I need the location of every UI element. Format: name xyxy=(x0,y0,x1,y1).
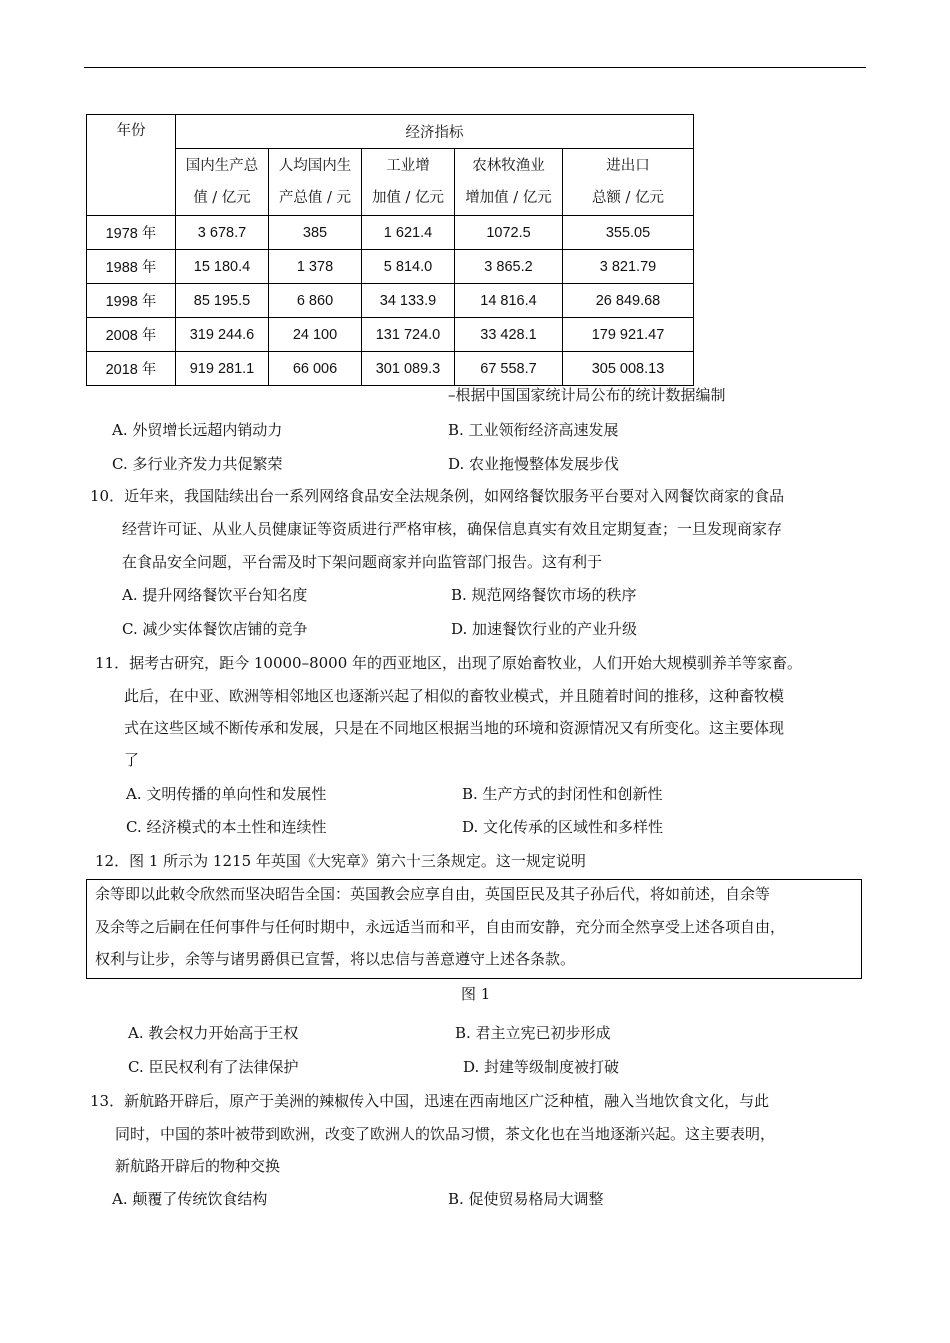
table-cell: 3 678.7 xyxy=(176,216,269,250)
table-cell: 24 100 xyxy=(269,318,362,352)
row-year: 1998 年 xyxy=(87,284,176,318)
q10-stem-line-1: 10．近年来，我国陆续出台一系列网络食品安全法规条例，如网络餐饮服务平台要对入网餐饮商家的食品 xyxy=(90,487,785,505)
table-cell: 15 180.4 xyxy=(176,250,269,284)
q13-option-b[interactable]: B. 促使贸易格局大调整 xyxy=(448,1190,604,1208)
q9-option-c[interactable]: C. 多行业齐发力共促繁荣 xyxy=(112,455,283,473)
q11-option-a[interactable]: A. 文明传播的单向性和发展性 xyxy=(126,785,327,803)
q10-option-c[interactable]: C. 减少实体餐饮店铺的竞争 xyxy=(122,620,308,638)
q12-option-d[interactable]: D. 封建等级制度被打破 xyxy=(463,1058,620,1076)
column-header-gdp-per-capita: 人均国内生 产总值 / 元 xyxy=(269,149,362,216)
table-cell: 85 195.5 xyxy=(176,284,269,318)
q11-option-b[interactable]: B. 生产方式的封闭性和创新性 xyxy=(462,785,663,803)
q11-option-d[interactable]: D. 文化传承的区域性和多样性 xyxy=(462,818,664,836)
table-cell: 34 133.9 xyxy=(362,284,455,318)
q11-stem-line-3: 式在这些区域不断传承和发展，只是在不同地区根据当地的环境和资源情况又有所变化。这主要体现 xyxy=(124,719,785,737)
q13-option-a[interactable]: A. 颠覆了传统饮食结构 xyxy=(112,1190,268,1208)
q10-option-a[interactable]: A. 提升网络餐饮平台知名度 xyxy=(122,586,308,604)
row-year: 2018 年 xyxy=(87,352,176,386)
column-header-industry: 工业增 加值 / 亿元 xyxy=(362,149,455,216)
table-cell: 305 008.13 xyxy=(563,352,694,386)
row-year: 1988 年 xyxy=(87,250,176,284)
excerpt-line-1: 余等即以此敕令欣然而坚决昭告全国：英国教会应享自由，英国臣民及其子孙后代，将如前述，自余等 xyxy=(95,885,771,903)
row-year: 2008 年 xyxy=(87,318,176,352)
table-cell: 1072.5 xyxy=(455,216,563,250)
table-cell: 385 xyxy=(269,216,362,250)
row-year: 1978 年 xyxy=(87,216,176,250)
table-cell: 26 849.68 xyxy=(563,284,694,318)
q9-option-d[interactable]: D. 农业拖慢整体发展步伐 xyxy=(448,455,620,473)
table-row xyxy=(87,216,694,250)
table-cell: 14 816.4 xyxy=(455,284,563,318)
table-cell: 66 006 xyxy=(269,352,362,386)
figure-caption: 图 1 xyxy=(461,985,491,1003)
column-header-gdp: 国内生产总 值 / 亿元 xyxy=(176,149,269,216)
q11-stem-line-1: 11．据考古研究，距今 10000–8000 年的西亚地区，出现了原始畜牧业，人们开始大规模驯养羊等家畜。 xyxy=(95,654,803,672)
excerpt-line-2: 及余等之后嗣在任何事件与任何时期中，永远适当而和平，自由而安静，充分而全然享受上述各项自由， xyxy=(95,918,786,936)
q11-stem-line-4: 了 xyxy=(124,751,140,769)
table-cell: 179 921.47 xyxy=(563,318,694,352)
q10-stem-line-3: 在食品安全问题，平台需及时下架问题商家并向监管部门报告。这有利于 xyxy=(122,553,603,571)
q9-option-a[interactable]: A. 外贸增长远超内销动力 xyxy=(112,421,283,439)
table-row xyxy=(87,250,694,284)
q12-option-a[interactable]: A. 教会权力开始高于王权 xyxy=(128,1024,299,1042)
table-row xyxy=(87,284,694,318)
table-source-note: –根据中国国家统计局公布的统计数据编制 xyxy=(448,386,726,404)
table-cell: 67 558.7 xyxy=(455,352,563,386)
table-cell: 3 821.79 xyxy=(563,250,694,284)
q10-option-b[interactable]: B. 规范网络餐饮市场的秩序 xyxy=(451,586,637,604)
magna-carta-excerpt-box xyxy=(86,879,862,979)
indicator-group-header: 经济指标 xyxy=(176,115,694,149)
table-cell: 5 814.0 xyxy=(362,250,455,284)
q10-stem-line-2: 经营许可证、从业人员健康证等资质进行严格审核，确保信息真实有效且定期复查；一旦发现商家存 xyxy=(122,520,783,538)
table-cell: 131 724.0 xyxy=(362,318,455,352)
year-header: 年份 xyxy=(87,115,176,216)
q11-stem-line-2: 此后，在中亚、欧洲等相邻地区也逐渐兴起了相似的畜牧业模式，并且随着时间的推移，这种畜牧模 xyxy=(124,687,785,705)
table-row xyxy=(87,352,694,386)
q13-stem-line-3: 新航路开辟后的物种交换 xyxy=(115,1157,281,1175)
table-row xyxy=(87,318,694,352)
table-cell: 1 621.4 xyxy=(362,216,455,250)
q9-option-b[interactable]: B. 工业领衔经济高速发展 xyxy=(448,421,619,439)
excerpt-line-3: 权利与让步，余等与诸男爵俱已宣誓，将以忠信与善意遵守上述各条款。 xyxy=(95,950,576,968)
q11-option-c[interactable]: C. 经济模式的本土性和连续性 xyxy=(126,818,327,836)
economic-indicators-table xyxy=(86,114,694,386)
q13-stem-line-1: 13．新航路开辟后，原产于美洲的辣椒传入中国，迅速在西南地区广泛种植，融入当地饮食文化，与此 xyxy=(90,1092,770,1110)
header-rule xyxy=(84,67,866,68)
table-cell: 3 865.2 xyxy=(455,250,563,284)
column-header-agriculture: 农林牧渔业 增加值 / 亿元 xyxy=(455,149,563,216)
table-cell: 1 378 xyxy=(269,250,362,284)
q12-option-c[interactable]: C. 臣民权利有了法律保护 xyxy=(128,1058,299,1076)
q10-option-d[interactable]: D. 加速餐饮行业的产业升级 xyxy=(451,620,638,638)
q12-stem: 12．图 1 所示为 1215 年英国《大宪章》第六十三条规定。这一规定说明 xyxy=(95,852,586,870)
table-cell: 301 089.3 xyxy=(362,352,455,386)
q13-stem-line-2: 同时，中国的茶叶被带到欧洲，改变了欧洲人的饮品习惯，茶文化也在当地逐渐兴起。这主要表明， xyxy=(115,1125,776,1143)
column-header-trade: 进出口 总额 / 亿元 xyxy=(563,149,694,216)
q12-option-b[interactable]: B. 君主立宪已初步形成 xyxy=(455,1024,611,1042)
table-cell: 319 244.6 xyxy=(176,318,269,352)
table-cell: 6 860 xyxy=(269,284,362,318)
table-cell: 355.05 xyxy=(563,216,694,250)
table-cell: 919 281.1 xyxy=(176,352,269,386)
table-cell: 33 428.1 xyxy=(455,318,563,352)
